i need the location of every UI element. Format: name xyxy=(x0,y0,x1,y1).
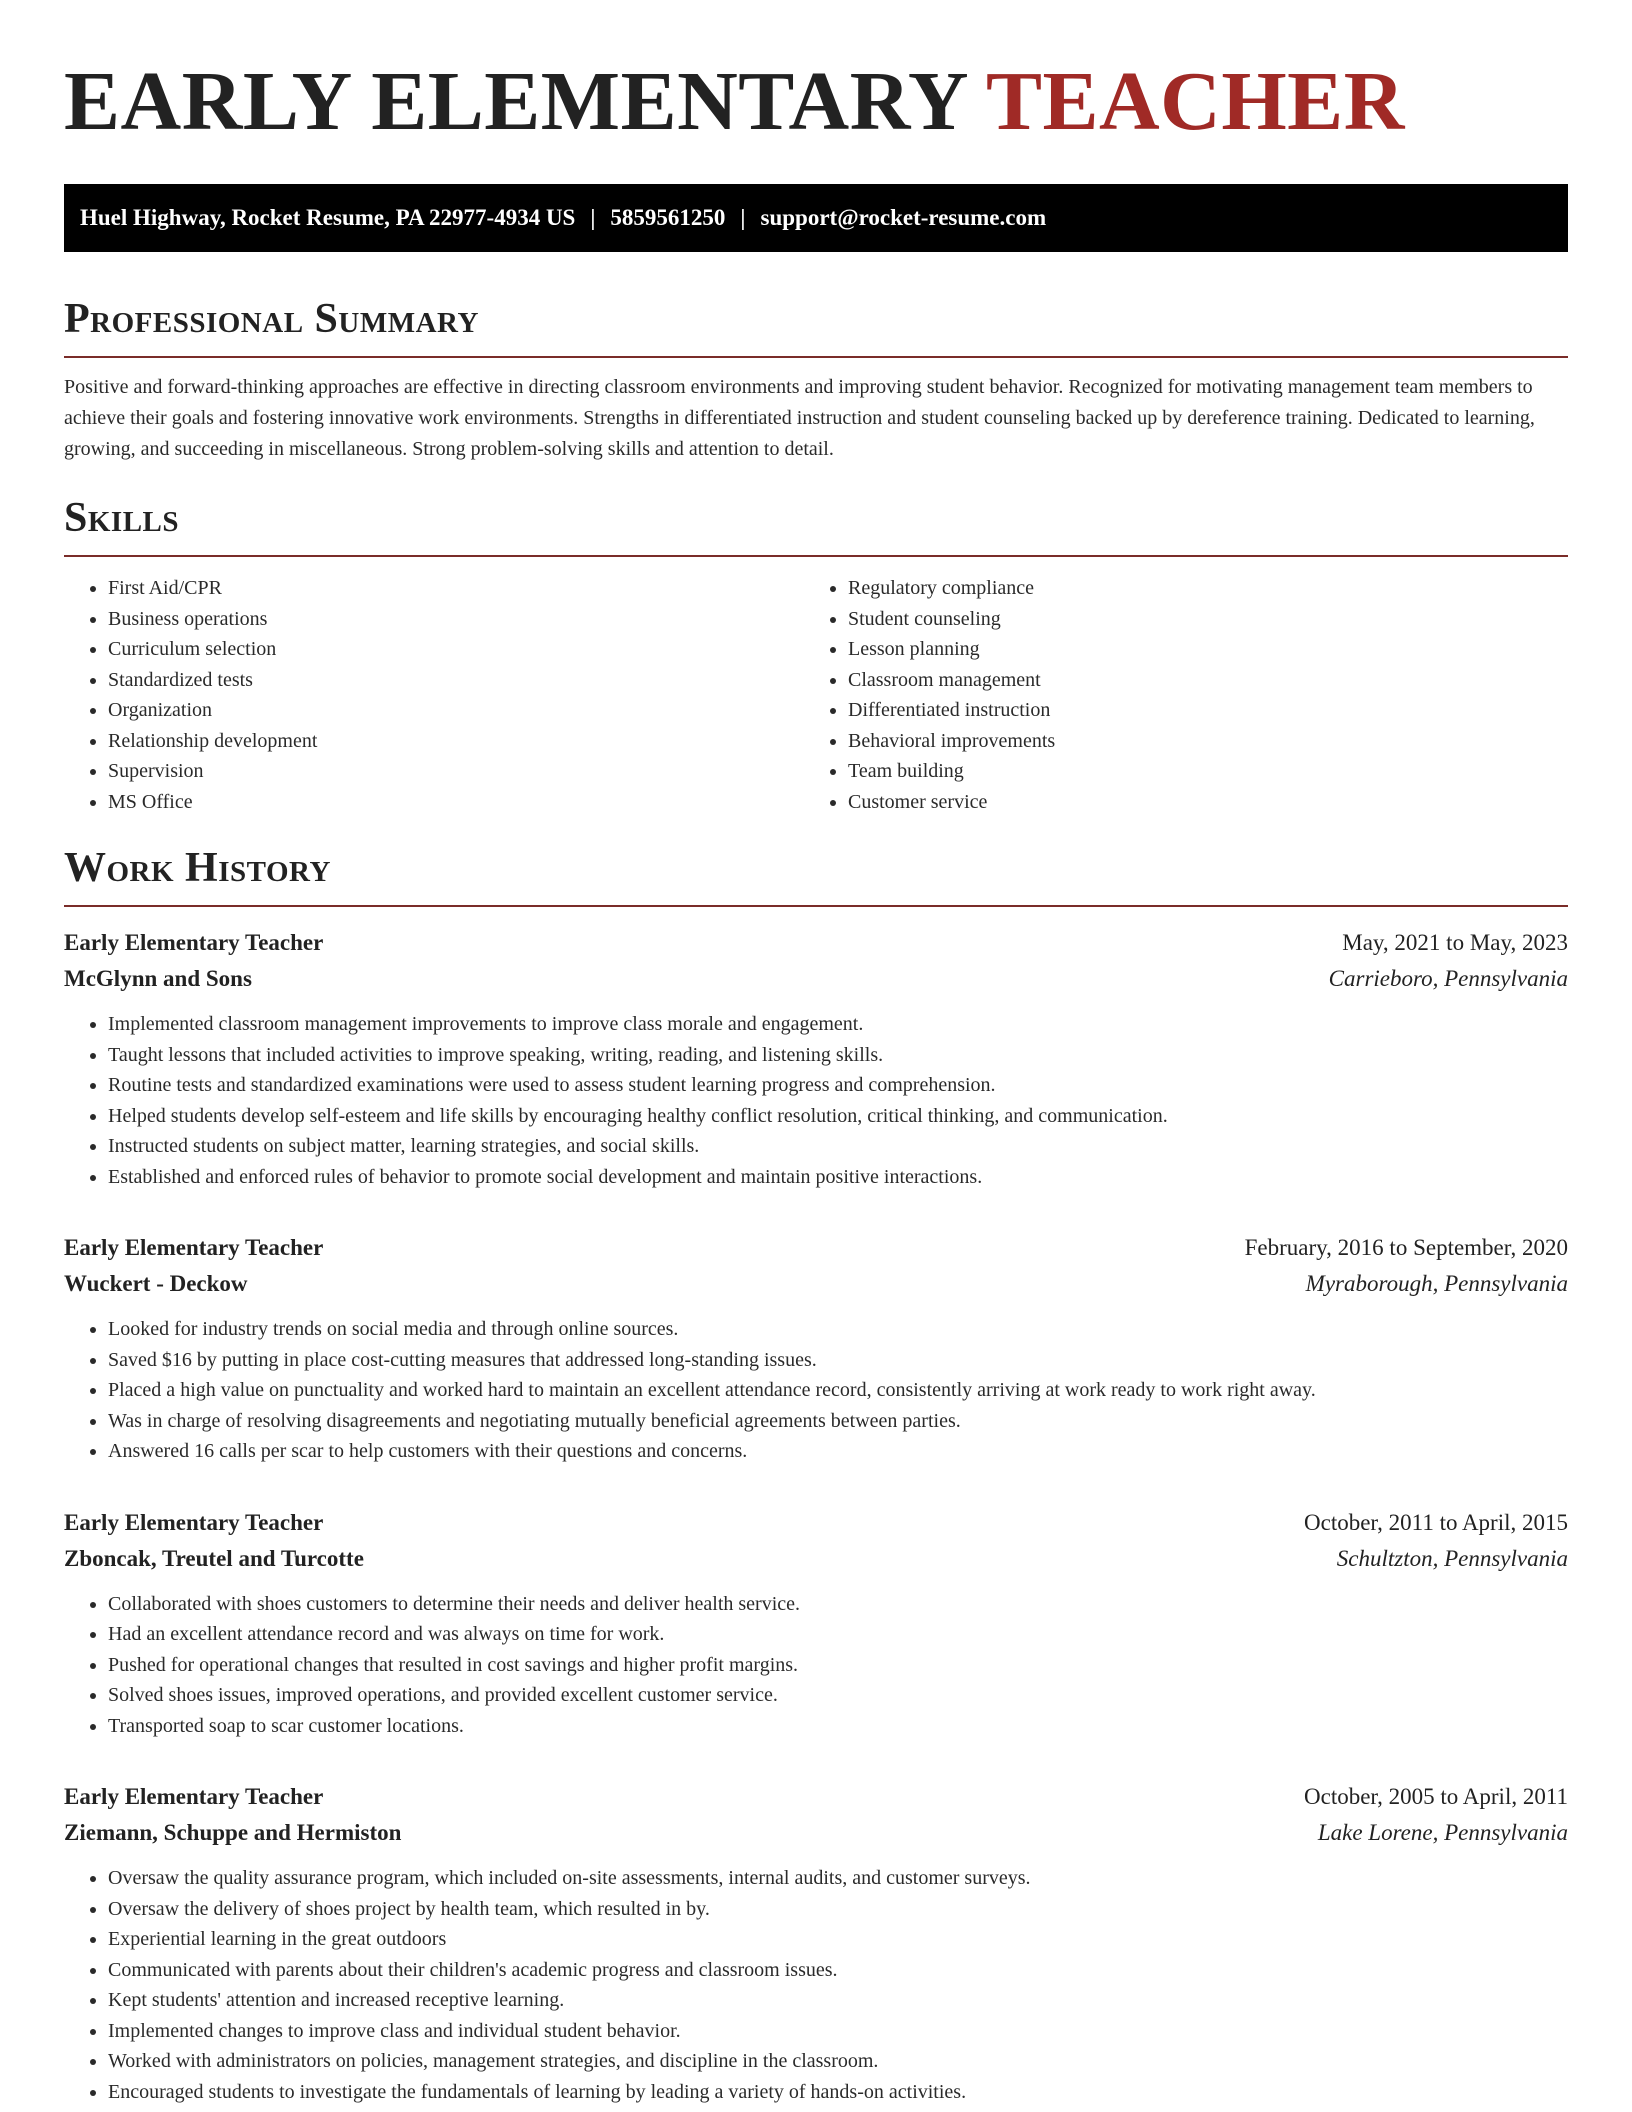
job-bullets xyxy=(64,1314,1568,1467)
job-employer-row xyxy=(64,961,1568,997)
job-entry xyxy=(64,1505,1568,1742)
skills-column-left xyxy=(64,573,804,817)
job-bullet: • Had an excellent attendance record and was always on time for work. xyxy=(108,1619,1568,1650)
job-location: Schultzton, Pennsylvania xyxy=(1336,1545,1568,1571)
title-part-2: TEACHER xyxy=(985,55,1405,148)
job-company: McGlynn and Sons xyxy=(64,966,252,991)
job-bullet: • Pushed for operational changes that resulted in cost savings and higher profit margins. xyxy=(108,1650,1568,1681)
skill-item: • Business operations xyxy=(108,604,804,635)
job-bullets xyxy=(64,1863,1568,2107)
job-bullet: • Implemented changes to improve class and individual student behavior. xyxy=(108,2016,1568,2047)
job-bullet: • Placed a high value on punctuality and worked hard to maintain an excellent attendance record, consistently arriving at work ready to work right away. xyxy=(108,1375,1568,1406)
job-entry xyxy=(64,925,1568,1192)
job-bullet: • Instructed students on subject matter, learning strategies, and social skills. xyxy=(108,1131,1568,1162)
section-divider xyxy=(64,905,1568,907)
title-part-1: EARLY ELEMENTARY xyxy=(64,55,966,148)
job-bullet: • Taught lessons that included activities to improve speaking, writing, reading, and listening skills. xyxy=(108,1040,1568,1071)
resume-page xyxy=(64,0,1568,2107)
job-header-row xyxy=(64,925,1568,961)
job-bullet: • Answered 16 calls per scar to help customers with their questions and concerns. xyxy=(108,1436,1568,1467)
skill-item: • Differentiated instruction xyxy=(848,695,1544,726)
job-bullet: • Solved shoes issues, improved operations, and provided excellent customer service. xyxy=(108,1680,1568,1711)
skills-heading: Skills xyxy=(64,495,180,541)
contact-bar xyxy=(64,184,1568,252)
skill-item: • First Aid/CPR xyxy=(108,573,804,604)
job-header-row xyxy=(64,1230,1568,1266)
summary-heading: Professional Summary xyxy=(64,296,479,342)
job-bullet: • Implemented classroom management improvements to improve class morale and engagement. xyxy=(108,1009,1568,1040)
skill-item: • Behavioral improvements xyxy=(848,726,1544,757)
job-title: Early Elementary Teacher xyxy=(64,1509,324,1535)
job-company: Zboncak, Treutel and Turcotte xyxy=(64,1545,364,1571)
job-title: Early Elementary Teacher xyxy=(64,930,324,955)
job-bullet: • Encouraged students to investigate the fundamentals of learning by leading a variety of hands-on activities. xyxy=(108,2077,1568,2108)
job-header-row xyxy=(64,1505,1568,1541)
skill-item: • Relationship development xyxy=(108,726,804,757)
job-bullet: • Oversaw the quality assurance program, which included on-site assessments, internal audits, and customer surveys. xyxy=(108,1863,1568,1894)
job-dates: October, 2011 to April, 2015 xyxy=(1304,1509,1568,1535)
job-location: Lake Lorene, Pennsylvania xyxy=(1317,1820,1568,1845)
contact-address: Huel Highway, Rocket Resume, PA 22977-4934 US xyxy=(80,205,576,230)
job-title: Early Elementary Teacher xyxy=(64,1235,324,1260)
skill-item: • Curriculum selection xyxy=(108,634,804,665)
job-bullet: • Worked with administrators on policies, management strategies, and discipline in the classroom. xyxy=(108,2046,1568,2077)
job-dates: May, 2021 to May, 2023 xyxy=(1342,930,1568,955)
skill-item: • Supervision xyxy=(108,756,804,787)
job-bullet: • Routine tests and standardized examinations were used to assess student learning progress and comprehension. xyxy=(108,1070,1568,1101)
job-entry xyxy=(64,1230,1568,1467)
job-company: Wuckert - Deckow xyxy=(64,1271,248,1296)
section-divider xyxy=(64,555,1568,557)
job-bullet: • Was in charge of resolving disagreements and negotiating mutually beneficial agreements between parties. xyxy=(108,1406,1568,1437)
contact-separator: | xyxy=(740,205,746,230)
skill-item: • Standardized tests xyxy=(108,665,804,696)
skill-item: • Customer service xyxy=(848,787,1544,818)
skill-item: • Team building xyxy=(848,756,1544,787)
job-title: Early Elementary Teacher xyxy=(64,1784,324,1809)
job-bullet: • Established and enforced rules of behavior to promote social development and maintain positive interactions. xyxy=(108,1162,1568,1193)
job-bullet: • Kept students' attention and increased receptive learning. xyxy=(108,1985,1568,2016)
skill-item: • Regulatory compliance xyxy=(848,573,1544,604)
summary-text: Positive and forward-thinking approaches are effective in directing classroom environments and improving student behavior. Recognized for motivating management team members to achieve their goals and fostering innovative work environments. Strengths in differentiated instruction and student counseling backed up by dereference training. Dedicated to learning, growing, and succeeding in miscellaneous. Strong problem-solving skills and attention to detail. xyxy=(64,376,1535,460)
job-location: Myraborough, Pennsylvania xyxy=(1305,1271,1568,1296)
job-company: Ziemann, Schuppe and Hermiston xyxy=(64,1820,402,1845)
skills-column-right xyxy=(804,573,1544,817)
job-dates: October, 2005 to April, 2011 xyxy=(1304,1784,1568,1809)
section-divider xyxy=(64,356,1568,358)
job-bullet: • Experiential learning in the great outdoors xyxy=(108,1924,1568,1955)
job-dates: February, 2016 to September, 2020 xyxy=(1244,1235,1568,1260)
contact-phone[interactable]: 5859561250 xyxy=(610,205,726,230)
job-employer-row xyxy=(64,1815,1568,1851)
skill-item: • Organization xyxy=(108,695,804,726)
job-employer-row xyxy=(64,1266,1568,1302)
job-header-row xyxy=(64,1779,1568,1815)
job-location: Carrieboro, Pennsylvania xyxy=(1328,966,1568,991)
work-history-heading: Work History xyxy=(64,845,331,891)
resume-title xyxy=(64,0,1568,148)
job-bullets xyxy=(64,1009,1568,1192)
skill-item: • Student counseling xyxy=(848,604,1544,635)
job-bullet: • Oversaw the delivery of shoes project by health team, which resulted in by. xyxy=(108,1894,1568,1925)
skill-item: • Classroom management xyxy=(848,665,1544,696)
job-employer-row xyxy=(64,1541,1568,1577)
skill-item: • MS Office xyxy=(108,787,804,818)
job-bullet: • Saved $16 by putting in place cost-cutting measures that addressed long-standing issues. xyxy=(108,1345,1568,1376)
job-bullet: • Communicated with parents about their children's academic progress and classroom issues. xyxy=(108,1955,1568,1986)
job-bullet: • Transported soap to scar customer locations. xyxy=(108,1711,1568,1742)
job-bullet: • Collaborated with shoes customers to determine their needs and deliver health service. xyxy=(108,1589,1568,1620)
job-entry xyxy=(64,1779,1568,2107)
skill-item: • Lesson planning xyxy=(848,634,1544,665)
job-bullet: • Helped students develop self-esteem and life skills by encouraging healthy conflict resolution, critical thinking, and communication. xyxy=(108,1101,1568,1132)
skills-list xyxy=(64,573,1568,817)
contact-email[interactable]: support@rocket-resume.com xyxy=(760,205,1047,230)
contact-separator: | xyxy=(590,205,596,230)
job-bullets xyxy=(64,1589,1568,1742)
job-bullet: • Looked for industry trends on social media and through online sources. xyxy=(108,1314,1568,1345)
